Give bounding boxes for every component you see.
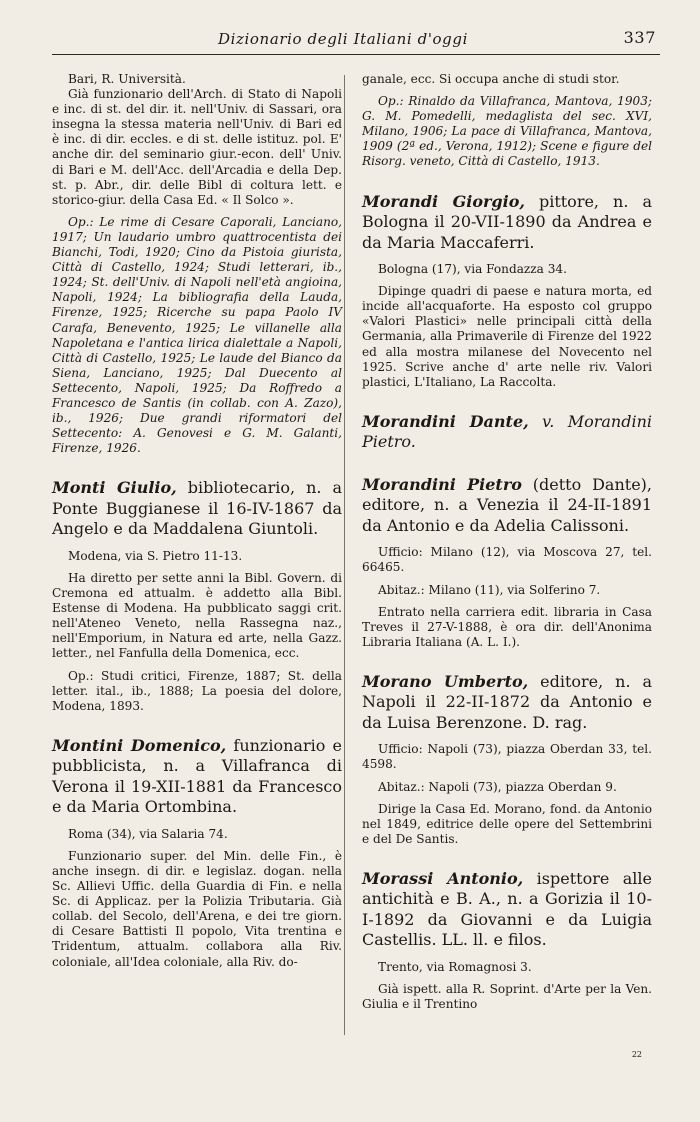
entry-heading-morandi-giorgio xyxy=(362,192,652,254)
entry-cross-reference: v. Morandini Pietro. xyxy=(362,411,652,452)
entry-address: Roma (34), via Salaria 74. xyxy=(68,826,228,841)
entry-name: Morandini Pietro xyxy=(362,474,522,494)
entry-heading-morandini-dante xyxy=(362,412,652,453)
running-header xyxy=(52,28,660,55)
entry-continuation-works: Op.: Le rime di Cesare Caporali, Lanciano, 1917; Un laudario umbro quattrocentista dei Bianchi, Todi, 1920; Cino da Pistoia giurista, Città di Castello, 1924; Studi letterari, ib., 1924; St. dell'Univ. di Napoli nell'età angioina, Napoli, 1924; La bibliografia della Lauda, Firenze, 1925; Ricerche su papa Paolo IV Carafa, Benevento, 1925; Le villanelle alla Napoletana e l'antica lirica dialettale a Napoli, Città di Castello, 1925; Le laude del Bianco da Siena, Lanciano, 1925; Dal Duecento al Settecento, Napoli, 1925; Da Roffredo a Francesco de Santis (in collab. con A. Zazo), ib., 1926; Due grandi riformatori del Settecento: A. Genovesi e G. M. Galanti, Firenze, 1926. xyxy=(52,214,342,456)
entry-text: Entrato nella carriera edit. libraria in Casa Treves il 27-V-1888, è ora dir. dell'Anonima Libraria Italiana (A. L. I.). xyxy=(362,604,652,649)
entry-works: Op.: Studi critici, Firenze, 1887; St. della letter. ital., ib., 1888; La poesia del dolore, Modena, 1893. xyxy=(52,668,342,713)
entry-lead: (detto Dante), editore, n. a Venezia il 24-II-1891 da Antonio e da Adelia Calissoni. xyxy=(362,474,652,535)
entry-office: Ufficio: Napoli (73), piazza Oberdan 33, tel. 4598. xyxy=(362,742,652,772)
entry-lead: bibliotecario, n. a Ponte Buggianese il 16-IV-1867 da Angelo e da Maddalena Giuntoli. xyxy=(52,478,342,539)
entry-name: Monti Giulio, xyxy=(52,478,177,498)
entry-text: Funzionario super. del Min. delle Fin., è anche insegn. di dir. e legislaz. dogan. nella Sc. Allievi Uffic. della Guardia di Fin. e nella Sc. di Applicaz. per la Polizia Tributaria. Già collab. del Secolo, dell'Arena, e dei tre giorn. di Cesare Battisti Il popolo, Vita trentina e Tridentum, attualm. collabora alla Riv. coloniale, all'Idea coloniale, alla Riv. do- xyxy=(52,848,342,969)
entry-heading-montini xyxy=(52,736,342,818)
entry-address: Trento, via Romagnosi 3. xyxy=(378,959,532,974)
entry-heading-morassi xyxy=(362,869,652,951)
entry-name: Montini Domenico, xyxy=(52,735,227,755)
entry-text: Dirige la Casa Ed. Morano, fond. da Antonio nel 1849, editrice delle opere del Settembrini e del De Santis. xyxy=(362,801,652,846)
entry-address: Bologna (17), via Fondazza 34. xyxy=(378,262,567,277)
entry-lead: ispettore alle antichità e B. A., n. a Gorizia il 10-I-1892 da Giovanni e da Luigia Castellis. LL. ll. e filos. xyxy=(362,868,652,950)
entry-lead: editore, n. a Napoli il 22-II-1872 da Antonio e da Luisa Berenzone. D. rag. xyxy=(362,671,652,732)
entry-name: Morassi Antonio, xyxy=(362,868,524,888)
entry-text: Dipinge quadri di paese e natura morta, ed incide all'acquaforte. Ha esposto col gruppo «Valori Plastici» nelle principali città della Germania, alla Primaverile di Firenze del 1922 ed alla mostra milanese del Novecento nel 1925. Scrive anche d' arte nelle riv. Valori plastici, L'Italiano, La Raccolta. xyxy=(362,284,652,389)
entry-lead: funzionario e pubblicista, n. a Villafranca di Verona il 19-XII-1881 da Francesco e da Maria Ortombina. xyxy=(52,735,342,817)
entry-name: Morandi Giorgio, xyxy=(362,191,525,211)
entry-text: Già ispett. alla R. Soprint. d'Arte per la Ven. Giulia e il Trentino xyxy=(362,982,652,1012)
entry-home: Abitaz.: Milano (11), via Solferino 7. xyxy=(378,582,601,597)
entry-home: Abitaz.: Napoli (73), piazza Oberdan 9. xyxy=(378,779,617,794)
right-column xyxy=(362,72,652,1012)
running-title: Dizionario degli Italiani d'oggi xyxy=(218,30,468,48)
entry-continuation-works: Op.: Rinaldo da Villafranca, Mantova, 1903; G. M. Pomedelli, medaglista del sec. XVI, Milano, 1906; La pace di Villafranca, Mantova, 1909 (2ª ed., Verona, 1912); Scene e figure del Risorg. veneto, Città di Castello, 1913. xyxy=(362,94,652,169)
entry-name: Morandini Dante, xyxy=(362,411,529,431)
entry-heading-morandini-pietro xyxy=(362,475,652,537)
entry-continuation-address: Bari, R. Università. xyxy=(68,72,186,86)
entry-text: Ha diretto per sette anni la Bibl. Govern. di Cremona ed attualm. è addetto alla Bibl. Estense di Modena. Ha pubblicato saggi crit. nell'Ateneo Veneto, nella Rassegna naz., nell'Emporium, in Natura ed arte, nella Gazz. letter., nel Fanfulla della Domenica, ecc. xyxy=(52,570,342,661)
entry-heading-morano xyxy=(362,672,652,734)
entry-continuation-text: ganale, ecc. Si occupa anche di studi stor. xyxy=(362,72,620,86)
entry-continuation-text: Già funzionario dell'Arch. di Stato di Napoli e inc. di st. del dir. it. nell'Univ. di Sassari, ora insegna la stessa materia nell'Univ. di Bari ed è inc. di dir. eccles. e di st. delle istituz. pol. E' anche dir. del seminario giur.-econ. dell' Univ. di Bari e M. dell'Acc. dell'Arcadia e della Dep. st. p. Abr., dir. delle Bibl di coltura lett. e storico-giur. della Casa Ed. « Il Solco ». xyxy=(52,87,342,207)
column-divider xyxy=(344,75,345,1035)
entry-name: Morano Umberto, xyxy=(362,671,529,691)
left-column xyxy=(52,72,342,970)
entry-lead: pittore, n. a Bologna il 20-VII-1890 da Andrea e da Maria Maccaferri. xyxy=(362,191,652,252)
page-number: 337 xyxy=(623,28,656,47)
entry-office: Ufficio: Milano (12), via Moscova 27, tel. 66465. xyxy=(362,545,652,575)
entry-heading-monti xyxy=(52,478,342,540)
printer-signature: 22 xyxy=(631,1050,642,1059)
entry-address: Modena, via S. Pietro 11-13. xyxy=(68,548,243,563)
